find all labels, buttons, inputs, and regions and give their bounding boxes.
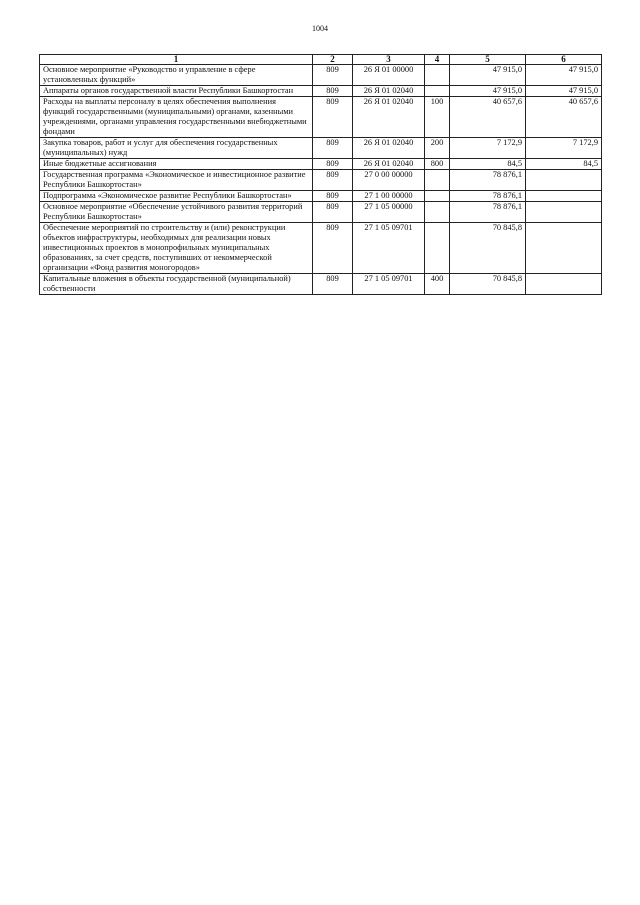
expense-type-code xyxy=(425,65,450,86)
item-name: Подпрограмма «Экономическое развитие Республики Башкортостан» xyxy=(40,191,313,202)
amount-year-1: 47 915,0 xyxy=(450,65,526,86)
ministry-code: 809 xyxy=(313,159,353,170)
ministry-code: 809 xyxy=(313,86,353,97)
amount-year-2 xyxy=(526,170,602,191)
item-name: Обеспечение мероприятий по строительству и (или) реконструкции объектов инфраструктуры, необходимых для реализации новых инвестиционных проектов в монопрофильных муниципальных образованиях, за счет средств, поступивших от некоммерческой организации «Фонд развития моногородов» xyxy=(40,223,313,274)
target-article-code: 27 0 00 00000 xyxy=(353,170,425,191)
expense-type-code: 400 xyxy=(425,274,450,295)
table-row xyxy=(40,97,602,138)
ministry-code: 809 xyxy=(313,65,353,86)
amount-year-2: 47 915,0 xyxy=(526,65,602,86)
amount-year-2 xyxy=(526,191,602,202)
expense-type-code xyxy=(425,191,450,202)
table-row xyxy=(40,223,602,274)
column-header: 3 xyxy=(353,55,425,65)
item-name: Основное мероприятие «Обеспечение устойчивого развития территорий Республики Башкортостан» xyxy=(40,202,313,223)
table-row xyxy=(40,159,602,170)
target-article-code: 26 Я 01 02040 xyxy=(353,86,425,97)
expense-type-code xyxy=(425,170,450,191)
item-name: Иные бюджетные ассигнования xyxy=(40,159,313,170)
table-row xyxy=(40,138,602,159)
expense-type-code xyxy=(425,223,450,274)
ministry-code: 809 xyxy=(313,191,353,202)
amount-year-1: 78 876,1 xyxy=(450,170,526,191)
amount-year-1: 70 845,8 xyxy=(450,274,526,295)
target-article-code: 27 1 05 09701 xyxy=(353,274,425,295)
item-name: Основное мероприятие «Руководство и управление в сфере установленных функций» xyxy=(40,65,313,86)
expense-type-code: 100 xyxy=(425,97,450,138)
ministry-code: 809 xyxy=(313,223,353,274)
item-name: Закупка товаров, работ и услуг для обеспечения государственных (муниципальных) нужд xyxy=(40,138,313,159)
table-row xyxy=(40,274,602,295)
target-article-code: 27 1 05 00000 xyxy=(353,202,425,223)
amount-year-1: 7 172,9 xyxy=(450,138,526,159)
target-article-code: 27 1 05 09701 xyxy=(353,223,425,274)
amount-year-1: 78 876,1 xyxy=(450,202,526,223)
column-header: 4 xyxy=(425,55,450,65)
ministry-code: 809 xyxy=(313,170,353,191)
amount-year-1: 40 657,6 xyxy=(450,97,526,138)
target-article-code: 26 Я 01 00000 xyxy=(353,65,425,86)
page-number: 1004 xyxy=(312,24,328,33)
table-body xyxy=(40,65,602,295)
target-article-code: 27 1 00 00000 xyxy=(353,191,425,202)
table-row xyxy=(40,191,602,202)
expense-type-code: 800 xyxy=(425,159,450,170)
item-name: Расходы на выплаты персоналу в целях обеспечения выполнения функций государственными (муниципальными) органами, казенными учреждениями, органами управления государственными внебюджетными фондами xyxy=(40,97,313,138)
table-row xyxy=(40,170,602,191)
expense-type-code: 200 xyxy=(425,138,450,159)
amount-year-2 xyxy=(526,223,602,274)
amount-year-1: 70 845,8 xyxy=(450,223,526,274)
table-row xyxy=(40,65,602,86)
amount-year-2: 84,5 xyxy=(526,159,602,170)
target-article-code: 26 Я 01 02040 xyxy=(353,159,425,170)
column-header: 5 xyxy=(450,55,526,65)
amount-year-2 xyxy=(526,202,602,223)
amount-year-2: 47 915,0 xyxy=(526,86,602,97)
target-article-code: 26 Я 01 02040 xyxy=(353,97,425,138)
ministry-code: 809 xyxy=(313,274,353,295)
amount-year-2: 40 657,6 xyxy=(526,97,602,138)
table-row xyxy=(40,86,602,97)
ministry-code: 809 xyxy=(313,138,353,159)
ministry-code: 809 xyxy=(313,202,353,223)
expense-type-code xyxy=(425,86,450,97)
amount-year-1: 84,5 xyxy=(450,159,526,170)
item-name: Капитальные вложения в объекты государственной (муниципальной) собственности xyxy=(40,274,313,295)
column-header: 6 xyxy=(526,55,602,65)
item-name: Государственная программа «Экономическое и инвестиционное развитие Республики Башкортостан» xyxy=(40,170,313,191)
column-header: 1 xyxy=(40,55,313,65)
header-row xyxy=(40,55,602,65)
ministry-code: 809 xyxy=(313,97,353,138)
item-name: Аппараты органов государственной власти Республики Башкортостан xyxy=(40,86,313,97)
amount-year-2 xyxy=(526,274,602,295)
column-header: 2 xyxy=(313,55,353,65)
amount-year-2: 7 172,9 xyxy=(526,138,602,159)
target-article-code: 26 Я 01 02040 xyxy=(353,138,425,159)
expense-type-code xyxy=(425,202,450,223)
amount-year-1: 47 915,0 xyxy=(450,86,526,97)
amount-year-1: 78 876,1 xyxy=(450,191,526,202)
budget-table xyxy=(39,54,602,295)
table-row xyxy=(40,202,602,223)
